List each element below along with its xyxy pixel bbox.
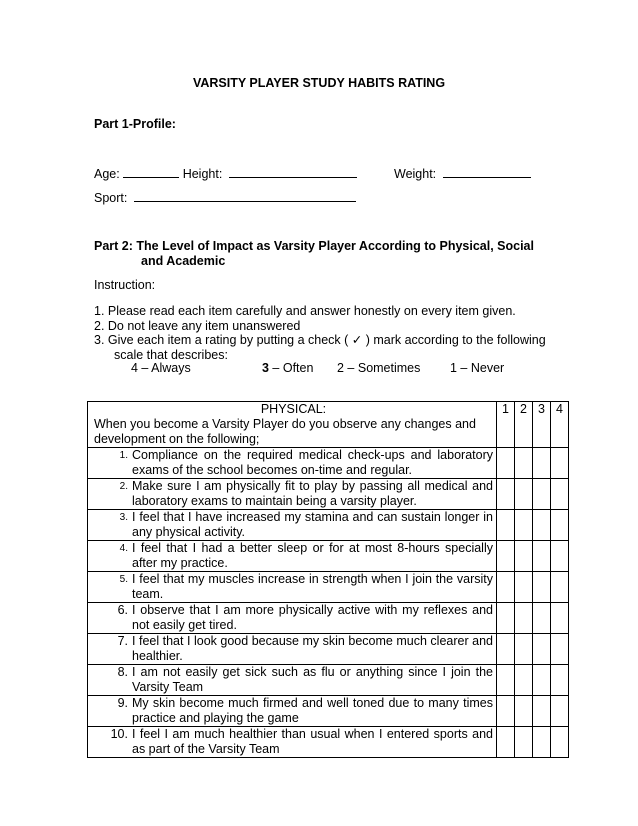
rating-cell-4[interactable] [551,479,569,510]
item-cell [88,634,497,665]
rating-cell-2[interactable] [515,603,533,634]
item-text: I feel that my muscles increase in strength when I join the varsity team. [132,572,493,601]
document-title: VARSITY PLAYER STUDY HABITS RATING [192,76,446,90]
list-item [88,665,496,695]
instruction-item: 1. Please read each item carefully and answer honestly on every item given. [94,304,516,318]
rating-cell-2[interactable] [515,696,533,727]
item-number: 8. [117,665,128,679]
instruction-item: 2. Do not leave any item unanswered [94,318,301,333]
item-number: 10. [110,727,128,741]
rating-cell-3[interactable] [533,603,551,634]
table-row [88,541,569,572]
scale-2: 2 – Sometimes [337,361,421,375]
item-number: 7. [117,634,128,648]
item-cell [88,510,497,541]
instruction-label: Instruction: [94,278,156,292]
item-text: I feel that I had a better sleep or for at most 8-hours specially after my practice. [132,541,493,570]
item-number: 5. [119,574,128,585]
rating-cell-4[interactable] [551,665,569,696]
item-number: 2. [119,481,128,492]
rating-cell-3[interactable] [533,479,551,510]
instruction-list [94,304,546,362]
scale-1: 1 – Never [450,361,505,375]
rating-cell-1[interactable] [497,479,515,510]
table-row [88,510,569,541]
rating-cell-3[interactable] [533,665,551,696]
item-number: 3. [119,512,128,523]
part2-heading-cont: and Academic [141,254,226,268]
item-text: My skin become much firmed and well toned due to many times practice and playing the game [132,696,493,725]
item-number: 1. [119,450,128,461]
table-row [88,696,569,727]
scale-4: 4 – Always [131,361,191,375]
item-text: I feel that I have increased my stamina and can sustain longer in any physical activity. [132,510,493,539]
item-cell [88,727,497,758]
rating-cell-1[interactable] [497,634,515,665]
rating-cell-1[interactable] [497,572,515,603]
item-number: 9. [117,696,128,710]
table-row [88,448,569,479]
section-question: When you become a Varsity Player do you observe any changes and development on the following; [94,417,476,446]
item-text: I feel that I look good because my skin become much clearer and healthier. [132,634,493,663]
item-text: I feel I am much healthier than usual when I entered sports and as part of the Varsity Team [132,727,493,756]
age-field[interactable] [123,165,179,178]
table-row [88,572,569,603]
profile-row [94,165,357,181]
rating-cell-1[interactable] [497,510,515,541]
list-item [88,603,496,633]
rating-cell-3[interactable] [533,634,551,665]
table-header-row [88,402,569,448]
scale-3: 3 – Often [262,361,314,375]
rating-cell-4[interactable] [551,727,569,758]
rating-cell-1[interactable] [497,727,515,758]
rating-cell-3[interactable] [533,727,551,758]
table-row [88,634,569,665]
rating-cell-4[interactable] [551,448,569,479]
rating-cell-1[interactable] [497,448,515,479]
item-cell [88,603,497,634]
rating-cell-2[interactable] [515,572,533,603]
rating-cell-4[interactable] [551,510,569,541]
sport-row [94,189,356,205]
rating-cell-3[interactable] [533,541,551,572]
list-item [88,727,496,757]
item-cell [88,665,497,696]
rating-header-2: 2 [515,402,533,448]
section-title: PHYSICAL: [260,402,327,416]
item-number: 4. [119,543,128,554]
rating-header-3: 3 [533,402,551,448]
item-text: Make sure I am physically fit to play by passing all medical and laboratory exams to maintain being a varsity player. [132,479,493,508]
rating-cell-3[interactable] [533,572,551,603]
rating-table [87,401,569,758]
sport-field[interactable] [134,189,356,202]
weight-row [394,165,531,181]
rating-header-4: 4 [551,402,569,448]
rating-cell-2[interactable] [515,541,533,572]
item-cell [88,541,497,572]
rating-cell-4[interactable] [551,572,569,603]
rating-cell-1[interactable] [497,665,515,696]
height-field[interactable] [229,165,357,178]
rating-cell-2[interactable] [515,634,533,665]
table-row [88,479,569,510]
rating-cell-1[interactable] [497,541,515,572]
rating-cell-2[interactable] [515,727,533,758]
list-item [88,479,496,509]
item-text: I observe that I am more physically active with my reflexes and not easily get tired. [132,603,493,632]
rating-header-1: 1 [497,402,515,448]
table-row [88,727,569,758]
instruction-item: scale that describes: [114,347,228,362]
instruction-item: 3. Give each item a rating by putting a check ( ✓ ) mark according to the following [94,333,546,347]
item-cell [88,448,497,479]
list-item [88,696,496,726]
rating-cell-3[interactable] [533,510,551,541]
part1-heading: Part 1-Profile: [94,117,176,131]
list-item [88,541,496,571]
height-label: Height: [182,167,223,181]
rating-cell-4[interactable] [551,696,569,727]
rating-cell-3[interactable] [533,448,551,479]
age-label: Age: [94,167,120,181]
rating-cell-2[interactable] [515,665,533,696]
item-number: 6. [117,603,128,617]
list-item [88,572,496,602]
rating-cell-2[interactable] [515,510,533,541]
section-header-cell [88,402,497,448]
item-text: Compliance on the required medical check-ups and laboratory exams of the school becomes on-time and regular. [132,448,493,477]
item-cell [88,696,497,727]
table-row [88,603,569,634]
rating-cell-2[interactable] [515,479,533,510]
weight-label: Weight: [394,167,437,181]
list-item [88,448,496,478]
item-text: I am not easily get sick such as flu or anything since I join the Varsity Team [132,665,493,694]
table-row [88,665,569,696]
list-item [88,634,496,664]
rating-cell-2[interactable] [515,448,533,479]
rating-cell-4[interactable] [551,541,569,572]
weight-field[interactable] [443,165,531,178]
rating-cell-1[interactable] [497,603,515,634]
rating-cell-3[interactable] [533,696,551,727]
part2-heading: Part 2: The Level of Impact as Varsity Player According to Physical, Social [94,239,534,253]
list-item [88,510,496,540]
sport-label: Sport: [94,191,128,205]
rating-cell-4[interactable] [551,603,569,634]
rating-cell-4[interactable] [551,634,569,665]
item-cell [88,479,497,510]
rating-cell-1[interactable] [497,696,515,727]
item-cell [88,572,497,603]
